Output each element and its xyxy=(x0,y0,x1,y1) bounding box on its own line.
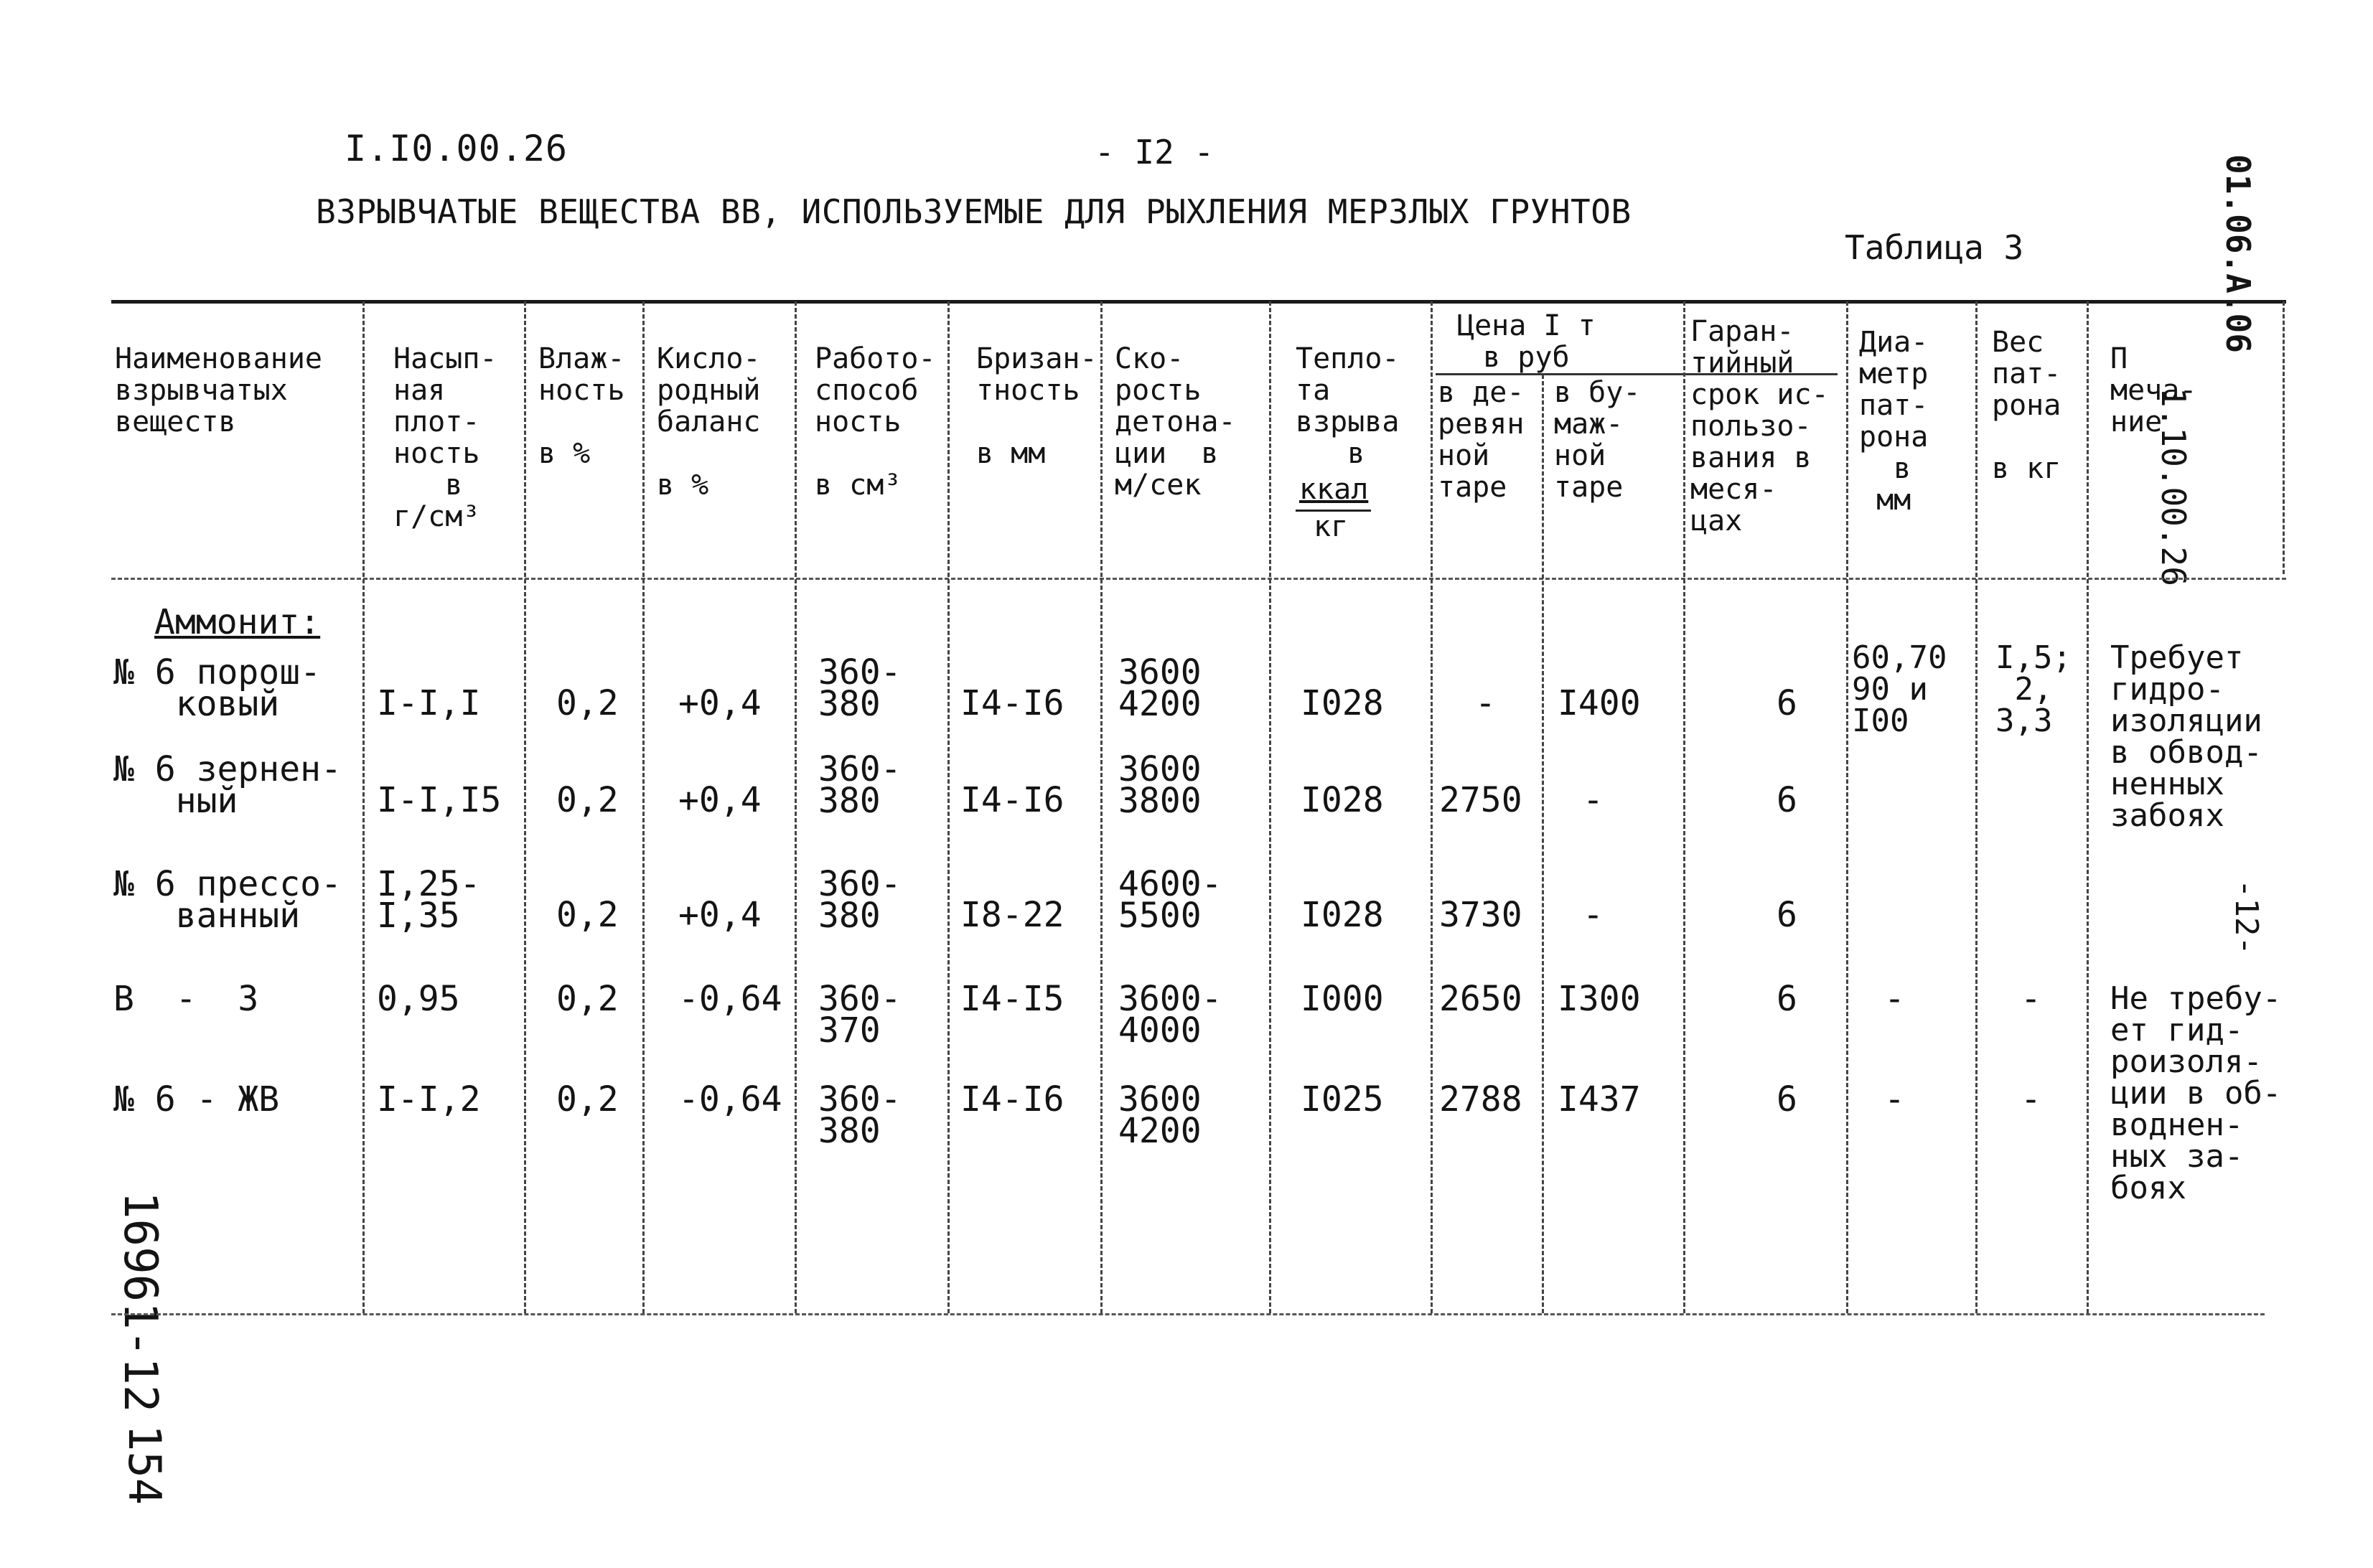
row-name: № 6 прессо- ванный xyxy=(113,864,342,936)
row-moisture: 0,2 xyxy=(556,895,619,935)
col-divider xyxy=(2283,301,2285,574)
row-density: 0,95 xyxy=(377,979,460,1019)
row-price-paper: - xyxy=(1583,780,1604,820)
row-price-wood: 2750 xyxy=(1439,780,1522,820)
row-velocity: 4600- 5500 xyxy=(1118,864,1222,936)
row-price-wood: 2788 xyxy=(1439,1079,1522,1119)
row-density: I-I,I5 xyxy=(377,780,502,820)
row-price-wood: 2650 xyxy=(1439,979,1522,1019)
header-price-group: Цена I т в руб xyxy=(1457,309,1596,374)
col-divider xyxy=(362,301,365,1313)
row-velocity: 3600 4200 xyxy=(1118,652,1202,724)
row-velocity: 3600 4200 xyxy=(1118,1079,1202,1151)
row-heat: I028 xyxy=(1301,895,1384,935)
row-oxygen: -0,64 xyxy=(678,979,782,1019)
row-oxygen: +0,4 xyxy=(678,895,762,935)
row-name: № 6 порош- ковый xyxy=(113,652,321,724)
col-divider xyxy=(1683,301,1685,1313)
header-heat-unit-denominator: кг xyxy=(1314,510,1349,543)
row-work: 360- 380 xyxy=(818,749,902,821)
page-number: - I2 - xyxy=(1095,133,1214,172)
row-density: I-I,2 xyxy=(377,1079,481,1119)
row-density: I,25- I,35 xyxy=(377,864,481,936)
archive-number: 16961-12 xyxy=(113,1191,167,1413)
row-oxygen: +0,4 xyxy=(678,683,762,723)
row-brisance: I4-I6 xyxy=(960,780,1064,820)
row-velocity: 3600 3800 xyxy=(1118,749,1202,821)
row-diameter: - xyxy=(1884,979,1905,1019)
row-warranty: 6 xyxy=(1777,1079,1797,1119)
col-divider xyxy=(795,301,797,1313)
row-weight: - xyxy=(2021,979,2041,1019)
side-stamp-code: 01.06.A.06 xyxy=(2219,154,2257,353)
row-name: № 6 - ЖВ xyxy=(113,1079,280,1119)
row-brisance: I4-I5 xyxy=(960,979,1064,1019)
row-brisance: I4-I6 xyxy=(960,1079,1064,1119)
col-divider xyxy=(1846,301,1848,1313)
row-warranty: 6 xyxy=(1777,895,1797,935)
ammonit-note: Требует гидро- изоляции в обвод- ненных забоях xyxy=(2110,639,2262,834)
table-label: Таблица 3 xyxy=(1845,228,2024,267)
row-price-paper: I400 xyxy=(1558,683,1641,723)
row-moisture: 0,2 xyxy=(556,683,619,723)
header-oxygen-balance: Кисло- родный баланс в % xyxy=(657,342,761,502)
row-heat: I028 xyxy=(1301,683,1384,723)
ammonit-weight: I,5; 2, 3,3 xyxy=(1995,639,2072,739)
header-price-paper: в бу- маж- ной таре xyxy=(1554,376,1641,504)
col-divider xyxy=(947,301,950,1313)
header-detonation-velocity: Ско- рость детона- ции в м/сек xyxy=(1115,342,1236,502)
side-document-code: 1.10.00.26 xyxy=(2154,388,2193,586)
page-title: ВЗРЫВЧАТЫЕ ВЕЩЕСТВА ВВ, ИСПОЛЬЗУЕМЫЕ ДЛЯ РЫХЛЕНИЯ МЕРЗЛЫХ ГРУНТОВ xyxy=(316,192,1632,231)
row-heat: I000 xyxy=(1301,979,1384,1019)
row-warranty: 6 xyxy=(1777,979,1797,1019)
table-top-rule xyxy=(111,300,2286,304)
header-price-wooden: в де- ревян ной таре xyxy=(1438,376,1525,504)
header-bottom-rule xyxy=(111,578,2286,580)
row-work: 360- 380 xyxy=(818,864,902,936)
row-weight: - xyxy=(2021,1079,2041,1119)
row-warranty: 6 xyxy=(1777,683,1797,723)
note-no-waterproofing: Не требу- ет гид- роизоля- ции в об- воднен- ных за- боях xyxy=(2110,980,2282,1206)
row-heat: I025 xyxy=(1301,1079,1384,1119)
row-work: 360- 370 xyxy=(818,979,902,1051)
row-heat: I028 xyxy=(1301,780,1384,820)
ammonit-diameter: 60,70 90 и I00 xyxy=(1852,639,1947,739)
col-divider xyxy=(1269,301,1271,1313)
row-moisture: 0,2 xyxy=(556,1079,619,1119)
header-moisture: Влаж- ность в % xyxy=(538,342,625,470)
header-note: П меча- ние xyxy=(2110,342,2197,438)
row-velocity: 3600- 4000 xyxy=(1118,979,1222,1051)
row-price-paper: I300 xyxy=(1558,979,1641,1019)
group-label-ammonit: Аммонит: xyxy=(154,602,321,642)
col-divider xyxy=(642,301,645,1313)
table-bottom-rule xyxy=(111,1313,2265,1315)
side-page-mark: -12- xyxy=(2228,879,2265,955)
header-diameter: Диа- метр пат- рона в мм xyxy=(1859,326,1929,517)
header-heat-unit-numerator: ккал xyxy=(1299,473,1369,506)
row-brisance: I8-22 xyxy=(960,895,1064,935)
row-density: I-I,I xyxy=(377,683,481,723)
row-oxygen: +0,4 xyxy=(678,780,762,820)
row-diameter: - xyxy=(1884,1079,1905,1119)
row-moisture: 0,2 xyxy=(556,780,619,820)
header-work-capacity: Работо- способ ность в см³ xyxy=(815,342,936,502)
archive-page: 154 xyxy=(118,1424,171,1505)
row-warranty: 6 xyxy=(1777,780,1797,820)
row-name: В - 3 xyxy=(113,979,259,1019)
row-oxygen: -0,64 xyxy=(678,1079,782,1119)
header-warranty: Гаран- тийный срок ис- пользо- вания в меся- цах xyxy=(1690,315,1829,537)
col-divider xyxy=(1431,301,1433,1313)
col-divider xyxy=(1542,375,1544,1313)
row-work: 360- 380 xyxy=(818,652,902,724)
header-explosion-heat: Тепло- та взрыва в xyxy=(1296,342,1400,470)
header-brisance: Бризан- тность в мм xyxy=(976,342,1097,470)
row-brisance: I4-I6 xyxy=(960,683,1064,723)
col-divider xyxy=(2087,301,2089,1313)
col-divider xyxy=(1100,301,1103,1313)
row-price-paper: I437 xyxy=(1558,1079,1641,1119)
document-code: I.I0.00.26 xyxy=(345,128,568,169)
col-divider xyxy=(524,301,526,1313)
header-name: Наименование взрывчатых веществ xyxy=(115,342,322,438)
row-moisture: 0,2 xyxy=(556,979,619,1019)
col-divider xyxy=(1975,301,1978,1313)
row-price-wood: 3730 xyxy=(1439,895,1522,935)
header-density: Насып- ная плот- ность в г/см³ xyxy=(393,342,497,533)
row-price-paper: - xyxy=(1583,895,1604,935)
row-name: № 6 зернен- ный xyxy=(113,749,342,821)
header-weight: Вес пат- рона в кг xyxy=(1992,326,2061,485)
row-price-wood: - xyxy=(1475,683,1496,723)
row-work: 360- 380 xyxy=(818,1079,902,1151)
